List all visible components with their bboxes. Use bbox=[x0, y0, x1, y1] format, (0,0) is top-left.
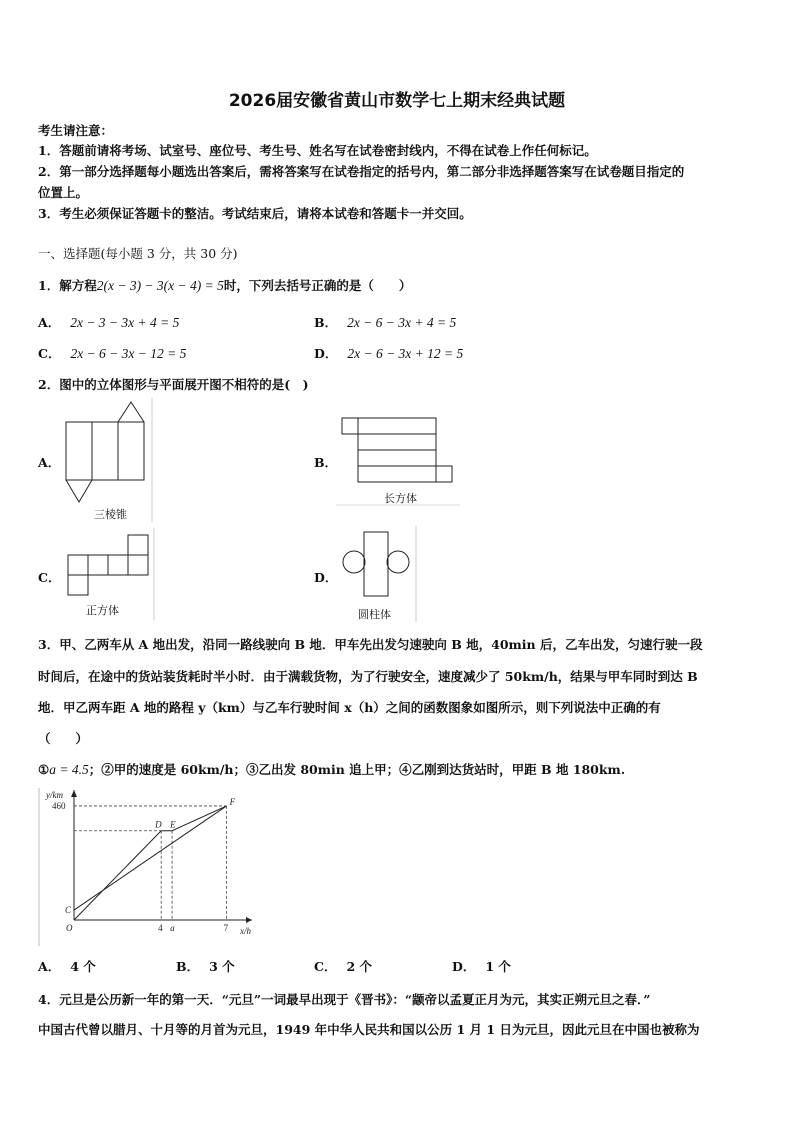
cylinder-net-figure bbox=[338, 526, 418, 622]
option-label: B． bbox=[176, 959, 200, 974]
question-3-option-a bbox=[38, 957, 96, 975]
cuboid-net-figure bbox=[336, 410, 460, 510]
notice-item-2: 2．第一部分选择题每小题选出答案后，需将答案写在试卷指定的括号内，第二部分非选择题答案写在试卷题目指定的 bbox=[38, 164, 685, 179]
x-tick-4: 4 bbox=[158, 923, 163, 933]
option-label: D． bbox=[314, 570, 338, 585]
option-label: B． bbox=[314, 455, 338, 470]
question-3-option-c bbox=[314, 957, 372, 975]
cube-net-figure bbox=[60, 528, 156, 620]
question-1-option-c bbox=[38, 344, 186, 362]
question-3-option-d bbox=[452, 957, 511, 975]
question-3-line-3: 地．甲乙两车距 A 地的路程 y（km）与乙车行驶时间 x（h）之间的函数图象如图所示，则下列说法中正确的有 bbox=[38, 700, 661, 715]
option-text: 2x − 6 − 3x + 4 = 5 bbox=[347, 315, 457, 330]
option-text: 2x − 6 − 3x − 12 = 5 bbox=[70, 346, 187, 361]
series-jia-line bbox=[74, 806, 227, 910]
option-label: B． bbox=[314, 315, 338, 330]
question-1-option-b bbox=[314, 313, 456, 331]
question-3-option-b bbox=[176, 957, 235, 975]
question-1-option-d bbox=[314, 344, 463, 362]
option-text: 4 个 bbox=[70, 959, 96, 974]
x-axis-label: x/h bbox=[240, 926, 251, 936]
question-3-line-1: 3．甲、乙两车从 A 地出发，沿同一路线驶向 B 地．甲车先出发匀速驶向 B 地，40min 后，乙车出发，匀速行驶一段 bbox=[38, 637, 703, 652]
caption-cuboid: 长方体 bbox=[384, 492, 417, 505]
statement-equation: a = 4.5 bbox=[49, 762, 89, 777]
y-tick-460: 460 bbox=[52, 800, 66, 811]
option-text: 2x − 3 − 3x + 4 = 5 bbox=[70, 315, 180, 330]
option-label: D． bbox=[314, 346, 338, 361]
origin-label: O bbox=[66, 923, 73, 933]
triangular-prism-net-figure bbox=[60, 398, 155, 522]
statement-text: ；②甲的速度是 60km/h；③乙出发 80min 追上甲；④乙刚到达货站时，甲距 B 地 180km. bbox=[88, 762, 626, 777]
question-3-statements bbox=[38, 760, 625, 778]
option-label: A． bbox=[38, 315, 61, 330]
triangular-prism-net bbox=[60, 398, 155, 522]
question-1-post: 时，下列去括号正确的是（ ） bbox=[223, 278, 412, 293]
option-text: 3 个 bbox=[209, 959, 235, 974]
point-label-f: F bbox=[229, 796, 236, 807]
notice-item-1: 1．答题前请将考场、试室号、座位号、考生号、姓名写在试卷密封线内，不得在试卷上作任何标记。 bbox=[38, 143, 597, 158]
point-label-c: C bbox=[65, 905, 72, 916]
caption-cube: 正方体 bbox=[86, 604, 119, 617]
option-label: D． bbox=[452, 959, 476, 974]
notice-item-2-cont: 位置上。 bbox=[38, 185, 89, 200]
distance-time-graph bbox=[38, 788, 258, 946]
caption-cylinder: 圆柱体 bbox=[358, 608, 391, 621]
question-4-line-1: 4．元旦是公历新一年的第一天．“元旦”一词最早出现于《晋书》：“颛帝以孟夏正月为元，其实正朔元旦之春．” bbox=[38, 992, 651, 1007]
notice-heading: 考生请注意： bbox=[38, 123, 114, 138]
point-label-e: E bbox=[170, 819, 176, 830]
caption-prism: 三棱锥 bbox=[94, 508, 127, 521]
question-3-line-4: （ ） bbox=[38, 731, 89, 746]
option-label: C． bbox=[38, 570, 61, 585]
option-label: C． bbox=[314, 959, 337, 974]
section-heading: 一、选择题(每小题 3 分，共 30 分) bbox=[38, 246, 238, 261]
page-title: 2026届安徽省黄山市数学七上期末经典试题 bbox=[228, 91, 566, 111]
y-axis-label: y/km bbox=[46, 790, 63, 800]
statement-prefix: ① bbox=[38, 762, 50, 777]
series-yi-line bbox=[74, 806, 227, 920]
option-text: 2 个 bbox=[346, 959, 373, 974]
notice-item-3: 3．考生必须保证答题卡的整洁。考试结束后，请将本试卷和答题卡一并交回。 bbox=[38, 206, 472, 221]
question-1-equation: 2(x − 3) − 3(x − 4) = 5 bbox=[96, 278, 224, 293]
question-1-option-a bbox=[38, 313, 179, 331]
y-axis-arrow bbox=[71, 790, 77, 797]
option-text: 1 个 bbox=[485, 959, 511, 974]
question-1-pre: 解方程 bbox=[59, 278, 97, 293]
graph-svg bbox=[38, 788, 258, 946]
x-tick-a: a bbox=[170, 923, 175, 933]
point-label-d: D bbox=[155, 819, 162, 830]
option-label: A． bbox=[38, 959, 61, 974]
question-1-number: 1． bbox=[38, 278, 60, 293]
option-text: 2x − 6 − 3x + 12 = 5 bbox=[347, 346, 464, 361]
question-1-stem bbox=[38, 276, 411, 294]
option-label: C． bbox=[38, 346, 61, 361]
question-4-line-2: 中国古代曾以腊月、十月等的月首为元旦，1949 年中华人民共和国以公历 1 月 1 日为元旦，因此元旦在中国也被称为 bbox=[38, 1022, 700, 1037]
question-3-line-2: 时间后，在途中的货站装货耗时半小时．由于满载货物，为了行驶安全，速度减少了 50km/h，结果与甲车同时到达 B bbox=[38, 669, 698, 684]
question-2-stem: 2．图中的立体图形与平面展开图不相符的是( ) bbox=[38, 377, 309, 392]
x-tick-7: 7 bbox=[223, 923, 229, 933]
x-axis-arrow bbox=[246, 917, 252, 923]
option-label: A． bbox=[38, 455, 61, 470]
